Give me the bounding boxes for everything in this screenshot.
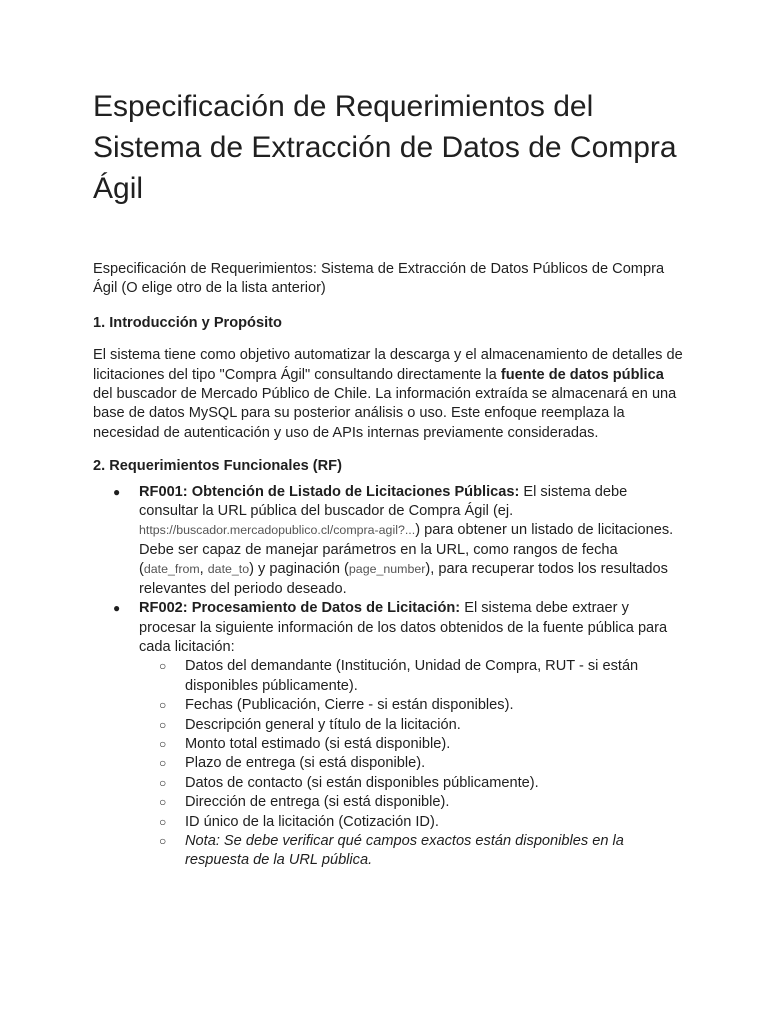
list-item: ○ Dirección de entrega (si está disponible). bbox=[139, 793, 683, 812]
rf001-text-4: ), para recuperar todos los resultados relevantes del periodo deseado. bbox=[139, 561, 668, 597]
rf001-url: https://buscador.mercadopublico.cl/compra-agil?... bbox=[139, 523, 416, 538]
rf001-label: RF001: Obtención de Listado de Licitaciones Públicas: bbox=[139, 483, 520, 500]
rf001-item bbox=[93, 483, 683, 599]
circle-bullet-icon: ○ bbox=[159, 795, 167, 810]
list-item: ○ Plazo de entrega (si está disponible). bbox=[139, 754, 683, 773]
note-text: Nota: Se debe verificar qué campos exactos están disponibles en la respuesta de la URL pública. bbox=[185, 832, 624, 869]
intro-text-bold: fuente de datos pública bbox=[500, 366, 664, 383]
rf001-text-3: ) y paginación ( bbox=[249, 561, 349, 578]
rf-heading: 2. Requerimientos Funcionales (RF) bbox=[93, 458, 342, 475]
list-item: ○ Monto total estimado (si está disponible). bbox=[139, 735, 683, 754]
circle-bullet-icon: ○ bbox=[159, 698, 167, 713]
rf001-text-2: ) para obtener un listado de licitaciones. Debe ser capaz de manejar parámetros en la URL, como rangos de fecha ( bbox=[139, 522, 674, 578]
list-item: ○ ID único de la licitación (Cotización ID). bbox=[139, 813, 683, 832]
circle-bullet-icon: ○ bbox=[159, 717, 167, 732]
document-subtitle: Especificación de Requerimientos: Sistema de Extracción de Datos Públicos de Compra Ágil (O elige otro de la lista anterior) bbox=[93, 261, 665, 297]
rf001-sep: , bbox=[199, 561, 208, 578]
intro-text-after: del buscador de Mercado Público de Chile. La información extraída se almacenará en una base de datos MySQL para su posterior análisis o uso. Este enfoque reemplaza la necesidad de autenticación y uso de APIs internas previamente consideradas. bbox=[93, 386, 677, 441]
list-item: ○ Descripción general y título de la licitación. bbox=[139, 716, 683, 735]
circle-bullet-icon: ○ bbox=[159, 775, 167, 790]
circle-bullet-icon: ○ bbox=[159, 736, 167, 751]
intro-heading: 1. Introducción y Propósito bbox=[93, 314, 282, 331]
circle-bullet-icon: ○ bbox=[159, 833, 167, 848]
bullet-icon: ● bbox=[113, 601, 121, 616]
rf-list bbox=[93, 483, 683, 871]
list-item: ○ Fechas (Publicación, Cierre - si están disponibles). bbox=[139, 696, 683, 715]
document-title: Especificación de Requerimientos del Sistema de Extracción de Datos de Compra Ágil bbox=[93, 90, 677, 205]
rf002-label: RF002: Procesamiento de Datos de Licitación: bbox=[139, 600, 461, 617]
rf002-text: El sistema debe extraer y procesar la siguiente información de los datos obtenidos de la fuente pública para cada licitación: bbox=[139, 600, 668, 655]
intro-paragraph bbox=[93, 346, 683, 443]
rf001-param-date-from: date_from bbox=[143, 562, 200, 577]
bullet-icon: ● bbox=[113, 484, 121, 499]
intro-text-before: El sistema tiene como objetivo automatizar la descarga y el almacenamiento de detalles de licitaciones del tipo "Compra Ágil" consultando directamente la bbox=[93, 347, 683, 383]
rf001-param-date-to: date_to bbox=[207, 562, 250, 577]
list-item: ○ Datos del demandante (Institución, Unidad de Compra, RUT - si están disponibles públicamente). bbox=[159, 658, 639, 694]
rf002-sublist bbox=[139, 657, 683, 870]
note-item bbox=[139, 832, 683, 871]
circle-bullet-icon: ○ bbox=[159, 756, 167, 771]
circle-bullet-icon: ○ bbox=[159, 814, 167, 829]
circle-bullet-icon: ○ bbox=[159, 659, 167, 674]
list-item: ○ Datos de contacto (si están disponibles públicamente). bbox=[139, 774, 683, 793]
rf001-param-page-number: page_number bbox=[348, 562, 426, 577]
document-page bbox=[93, 86, 683, 871]
rf002-item bbox=[93, 599, 683, 871]
rf001-text-1: El sistema debe consultar la URL pública del buscador de Compra Ágil (ej. bbox=[139, 483, 628, 520]
